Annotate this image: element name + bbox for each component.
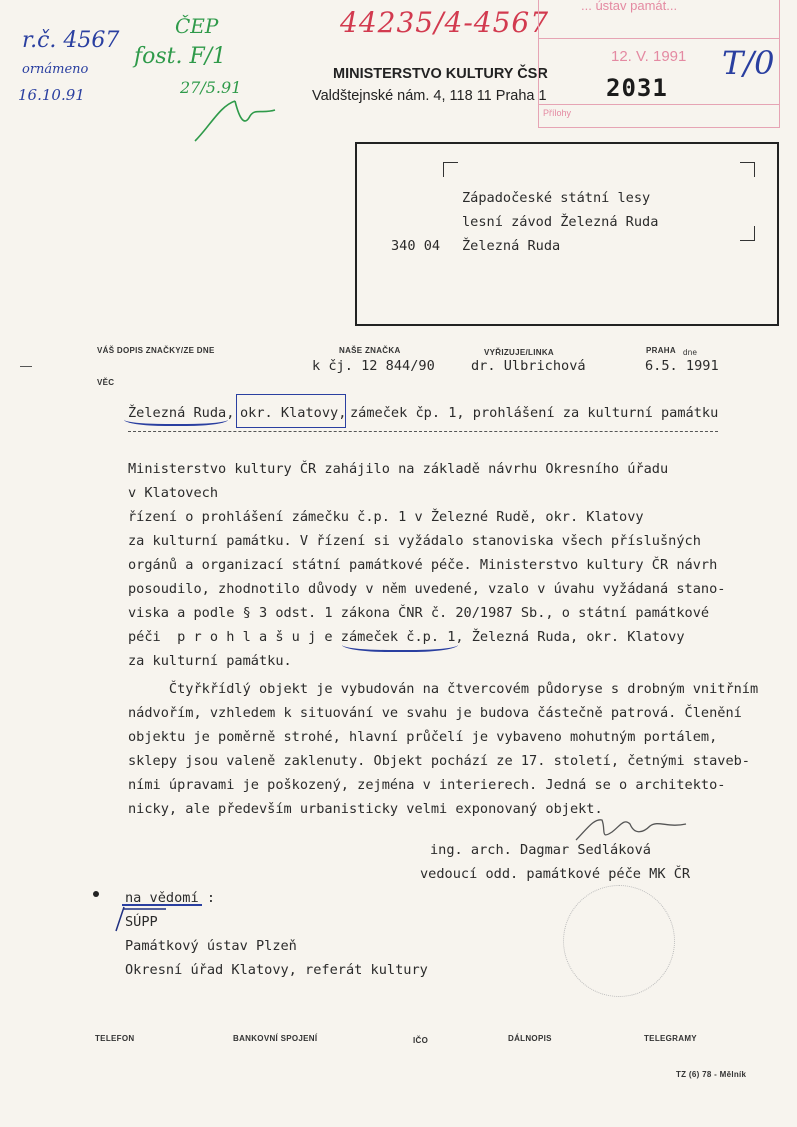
handwritten-green-date: 27/5.91 — [180, 78, 242, 97]
green-signature-stroke-icon — [190, 96, 280, 146]
declared-object: zámeček č.p. 1, — [340, 629, 464, 645]
handwritten-ref-note: ornámeno — [22, 62, 89, 77]
ministry-name: MINISTERSTVO KULTURY ČSR — [333, 66, 548, 82]
handled-by-value: dr. Ulbrichová — [471, 358, 586, 374]
stamp-attachments-label: Přílohy — [543, 108, 572, 118]
subject-part-3: zámeček čp. 1, prohlášení za kulturní památku — [350, 405, 719, 421]
body-line: orgánů a organizací státní památkové péče. Ministerstvo kultury ČR návrh — [128, 557, 718, 573]
cc-item: Okresní úřad Klatovy, referát kultury — [125, 962, 428, 978]
your-letter-label: VÁŠ DOPIS ZNAČKY/ZE DNE — [97, 346, 215, 355]
corner-mark — [443, 162, 458, 177]
punch-dot — [93, 891, 99, 897]
cc-label: na vědomí : — [125, 890, 216, 906]
handwritten-ref-date: 16.10.91 — [18, 86, 85, 104]
declaration-suffix: Železná Ruda, okr. Klatovy — [463, 629, 685, 645]
signatory-title: vedoucí odd. památkové péče MK ČR — [420, 866, 691, 882]
ministry-address: Valdštejnské nám. 4, 118 11 Praha 1 — [312, 88, 547, 104]
footer-phone-label: TELEFON — [95, 1034, 135, 1043]
body-line: ními úpravami je poškozený, zejména v interierech. Jedná se o architekto- — [128, 777, 726, 793]
stamp-date: 12. V. 1991 — [611, 48, 687, 65]
recipient-line-3: Železná Ruda — [462, 238, 561, 254]
stamp-mark: T/0 — [722, 44, 775, 82]
check-mark-icon — [110, 905, 170, 935]
handwritten-green-mid: fost. F/1 — [134, 44, 227, 69]
signatory-name: ing. arch. Dagmar Sedláková — [430, 842, 651, 858]
body-line: Ministerstvo kultury ČR zahájilo na základě návrhu Okresního úřadu — [128, 461, 669, 477]
body-line: posoudilo, zhodnotilo důvody v něm uvedené, vzalo v úvahu vyžádaná stano- — [128, 581, 726, 597]
our-ref-label: NAŠE ZNAČKA — [339, 346, 401, 355]
blue-underline — [124, 410, 228, 426]
cc-item: SÚPP — [125, 914, 158, 930]
date-label: dne — [683, 348, 698, 357]
round-stamp — [563, 885, 675, 997]
recipient-postcode: 340 04 — [391, 238, 441, 254]
blue-box-mark — [236, 394, 346, 428]
fold-mark — [20, 366, 32, 367]
footer-ico-label: IČO — [413, 1036, 429, 1045]
body-line: nicky, ale především urbanisticky velmi exponovaný objekt. — [128, 801, 603, 817]
handwritten-ref-number: r.č. 4567 — [22, 28, 120, 53]
body-line: objektu je poměrně strohé, hlavní průčelí je vybaveno mohutným portálem, — [128, 729, 718, 745]
subject-divider — [128, 431, 718, 432]
footer-telex-label: DÁLNOPIS — [508, 1034, 552, 1043]
body-line: nádvořím, vzhledem k situování ve svahu je budova částečně patrová. Členění — [128, 705, 742, 721]
subject-part-1: Železná Ruda, — [128, 405, 235, 421]
corner-mark — [740, 162, 755, 177]
body-line: sklepy jsou valeně zaklenuty. Objekt pochází ze 17. století, četnými staveb- — [128, 753, 750, 769]
footer-print-code: TZ (6) 78 - Mělník — [676, 1070, 747, 1079]
footer-telegram-label: TELEGRAMY — [644, 1034, 697, 1043]
recipient-address-box — [355, 142, 779, 326]
footer-bank-label: BANKOVNÍ SPOJENÍ — [233, 1034, 318, 1043]
letter-date: 6.5. 1991 — [645, 358, 719, 374]
handled-by-label: VYŘIZUJE/LINKA — [484, 348, 554, 357]
body-line: za kulturní památku. — [128, 653, 292, 669]
registry-number: 2031 — [606, 74, 668, 102]
declaration-prefix: péči p r o h l a š u j e — [128, 629, 341, 645]
body-line: za kulturní památku. V řízení si vyžádalo stanoviska všech příslušných — [128, 533, 701, 549]
place-label: PRAHA — [646, 346, 676, 355]
handwritten-red-number: 44235/4-4567 — [340, 6, 550, 39]
stamp-header: ... ústav památ... — [581, 0, 678, 13]
subject-part-2: okr. Klatovy, — [240, 405, 347, 421]
body-line: v Klatovech — [128, 485, 219, 501]
recipient-line-2: lesní závod Železná Ruda — [462, 214, 659, 230]
blue-underline — [342, 634, 458, 652]
handwritten-green-top: ČEP — [175, 14, 219, 38]
body-line: řízení o prohlášení zámečku č.p. 1 v Železné Rudě, okr. Klatovy — [128, 509, 644, 525]
body-line: Čtyřkřídlý objekt je vybudován na čtvercovém půdoryse s drobným vnitřním — [128, 681, 759, 697]
cc-item: Památkový ústav Plzeň — [125, 938, 297, 954]
corner-mark — [740, 226, 755, 241]
our-ref-value: k čj. 12 844/90 — [312, 358, 435, 374]
body-line: viska a podle § 3 odst. 1 zákona ČNR č. 20/1987 Sb., o státní památkové — [128, 605, 710, 621]
subject-label: VĚC — [97, 378, 115, 387]
recipient-line-1: Západočeské státní lesy — [462, 190, 651, 206]
